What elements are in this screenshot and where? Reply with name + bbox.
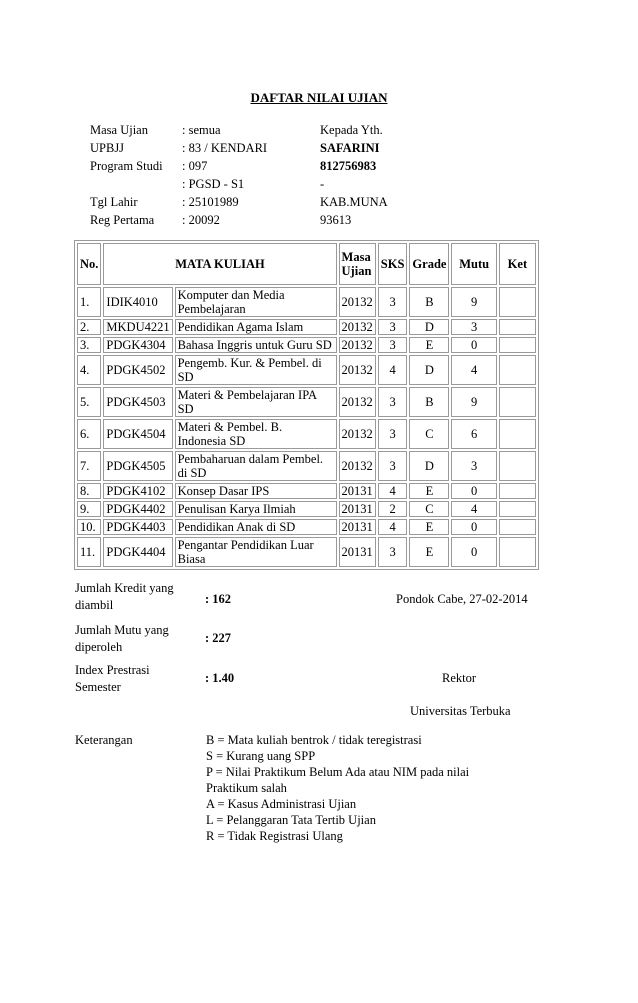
kredit-label: Jumlah Kredit yang diambil xyxy=(75,581,174,612)
info-value: : 83 / KENDARI xyxy=(182,141,268,155)
row-no: 9. xyxy=(77,501,101,517)
course-name: Konsep Dasar IPS xyxy=(175,483,337,499)
note-line: L = Pelanggaran Tata Tertib Ujian xyxy=(206,813,376,827)
course-name: Materi & Pembel. B. Indonesia SD xyxy=(175,419,337,449)
ips-value: : 1.40 xyxy=(205,671,235,685)
course-code: IDIK4010 xyxy=(103,287,172,317)
course-name: Pendidikan Anak di SD xyxy=(175,519,337,535)
row-no: 10. xyxy=(77,519,101,535)
table-row xyxy=(77,337,536,353)
row-no: 7. xyxy=(77,451,101,481)
course-code: PDGK4504 xyxy=(103,419,172,449)
recipient-line: - xyxy=(320,177,325,191)
mutu-value: 0 xyxy=(451,483,496,499)
mutu-value: 9 xyxy=(451,287,496,317)
info-label: UPBJJ xyxy=(90,141,125,155)
grade-value: E xyxy=(409,483,449,499)
info-label: Reg Pertama xyxy=(90,213,155,227)
table-row xyxy=(77,355,536,385)
student-name: SAFARINI xyxy=(320,141,380,155)
table-row xyxy=(77,287,536,317)
sks-value: 4 xyxy=(378,519,408,535)
ket-value xyxy=(499,537,536,567)
exam-period: 20132 xyxy=(339,419,376,449)
mutu-value: 0 xyxy=(451,519,496,535)
info-label: Program Studi xyxy=(90,159,163,173)
col-mutu: Mutu xyxy=(451,243,496,285)
ket-value xyxy=(499,419,536,449)
kredit-value: : 162 xyxy=(205,592,232,606)
mutu-value: 3 xyxy=(451,319,496,335)
row-no: 3. xyxy=(77,337,101,353)
signature-institution: Universitas Terbuka xyxy=(410,704,511,718)
note-line: S = Kurang uang SPP xyxy=(206,749,316,763)
table-row xyxy=(77,387,536,417)
exam-period: 20132 xyxy=(339,387,376,417)
mutu-value: 3 xyxy=(451,451,496,481)
note-line: R = Tidak Registrasi Ulang xyxy=(206,829,343,843)
col-masa-ujian: Masa Ujian xyxy=(339,243,376,285)
page-title: DAFTAR NILAI UJIAN xyxy=(250,90,388,105)
sks-value: 3 xyxy=(378,319,408,335)
row-no: 5. xyxy=(77,387,101,417)
info-label: Tgl Lahir xyxy=(90,195,138,209)
course-name: Penulisan Karya Ilmiah xyxy=(175,501,337,517)
exam-period: 20132 xyxy=(339,287,376,317)
col-ket: Ket xyxy=(499,243,536,285)
ket-value xyxy=(499,319,536,335)
info-value: : PGSD - S1 xyxy=(182,177,245,191)
mutu-value: 6 xyxy=(451,419,496,449)
ket-value xyxy=(499,519,536,535)
grades-table xyxy=(74,240,539,570)
grade-value: B xyxy=(409,287,449,317)
info-value: : 097 xyxy=(182,159,208,173)
sks-value: 4 xyxy=(378,483,408,499)
col-mata-kuliah: MATA KULIAH xyxy=(103,243,336,285)
place-date: Pondok Cabe, 27-02-2014 xyxy=(396,592,528,606)
course-code: PDGK4402 xyxy=(103,501,172,517)
notes-label: Keterangan xyxy=(75,733,133,747)
note-line: A = Kasus Administrasi Ujian xyxy=(206,797,357,811)
sks-value: 4 xyxy=(378,355,408,385)
mutu-value: 9 xyxy=(451,387,496,417)
student-nim: 812756983 xyxy=(320,159,377,173)
note-line: B = Mata kuliah bentrok / tidak teregistrasi xyxy=(206,733,422,747)
ket-value xyxy=(499,501,536,517)
table-row xyxy=(77,419,536,449)
notes-list xyxy=(206,732,469,844)
ket-value xyxy=(499,355,536,385)
grade-value: E xyxy=(409,519,449,535)
recipient-line: Kepada Yth. xyxy=(320,123,383,137)
row-no: 6. xyxy=(77,419,101,449)
table-header-row xyxy=(77,243,536,285)
course-code: PDGK4403 xyxy=(103,519,172,535)
ips-label: Index Prestrasi Semester xyxy=(75,663,150,694)
exam-period: 20132 xyxy=(339,451,376,481)
ket-value xyxy=(499,451,536,481)
course-name: Komputer dan Media Pembelajaran xyxy=(175,287,337,317)
exam-period: 20131 xyxy=(339,501,376,517)
exam-period: 20131 xyxy=(339,537,376,567)
course-code: MKDU4221 xyxy=(103,319,172,335)
signature-role: Rektor xyxy=(442,671,477,685)
table-row xyxy=(77,519,536,535)
col-sks: SKS xyxy=(378,243,408,285)
col-no: No. xyxy=(77,243,101,285)
grade-value: B xyxy=(409,387,449,417)
grade-value: E xyxy=(409,337,449,353)
recipient-line: 93613 xyxy=(320,213,352,227)
sks-value: 2 xyxy=(378,501,408,517)
row-no: 2. xyxy=(77,319,101,335)
table-row xyxy=(77,451,536,481)
sks-value: 3 xyxy=(378,451,408,481)
info-value: : semua xyxy=(182,123,221,137)
course-name: Pengemb. Kur. & Pembel. di SD xyxy=(175,355,337,385)
row-no: 11. xyxy=(77,537,101,567)
course-name: Pengantar Pendidikan Luar Biasa xyxy=(175,537,337,567)
exam-period: 20132 xyxy=(339,319,376,335)
grade-value: D xyxy=(409,319,449,335)
sks-value: 3 xyxy=(378,387,408,417)
row-no: 1. xyxy=(77,287,101,317)
table-row xyxy=(77,319,536,335)
grade-value: D xyxy=(409,355,449,385)
ket-value xyxy=(499,387,536,417)
mutu-value: 4 xyxy=(451,501,496,517)
course-name: Pembaharuan dalam Pembel. di SD xyxy=(175,451,337,481)
exam-period: 20131 xyxy=(339,519,376,535)
col-grade: Grade xyxy=(409,243,449,285)
exam-period: 20131 xyxy=(339,483,376,499)
ket-value xyxy=(499,287,536,317)
grade-value: C xyxy=(409,419,449,449)
table-row xyxy=(77,483,536,499)
row-no: 4. xyxy=(77,355,101,385)
info-label: Masa Ujian xyxy=(90,123,148,137)
course-code: PDGK4502 xyxy=(103,355,172,385)
sks-value: 3 xyxy=(378,337,408,353)
course-code: PDGK4404 xyxy=(103,537,172,567)
course-code: PDGK4503 xyxy=(103,387,172,417)
ket-value xyxy=(499,483,536,499)
mutu-value: 0 xyxy=(451,537,496,567)
mutu-value: 0 xyxy=(451,337,496,353)
sks-value: 3 xyxy=(378,537,408,567)
table-row xyxy=(77,501,536,517)
course-name: Pendidikan Agama Islam xyxy=(175,319,337,335)
grade-value: D xyxy=(409,451,449,481)
table-row xyxy=(77,537,536,567)
exam-period: 20132 xyxy=(339,355,376,385)
sks-value: 3 xyxy=(378,419,408,449)
mutu-value: 4 xyxy=(451,355,496,385)
mutu-total-value: : 227 xyxy=(205,631,232,645)
ket-value xyxy=(499,337,536,353)
recipient-line: KAB.MUNA xyxy=(320,195,388,209)
course-name: Materi & Pembelajaran IPA SD xyxy=(175,387,337,417)
course-code: PDGK4102 xyxy=(103,483,172,499)
grade-value: E xyxy=(409,537,449,567)
note-line: P = Nilai Praktikum Belum Ada atau NIM pada nilai xyxy=(206,765,470,779)
grade-value: C xyxy=(409,501,449,517)
course-name: Bahasa Inggris untuk Guru SD xyxy=(175,337,337,353)
row-no: 8. xyxy=(77,483,101,499)
exam-period: 20132 xyxy=(339,337,376,353)
info-value: : 25101989 xyxy=(182,195,239,209)
course-code: PDGK4505 xyxy=(103,451,172,481)
info-value: : 20092 xyxy=(182,213,220,227)
note-line: Praktikum salah xyxy=(206,781,287,795)
mutu-label: Jumlah Mutu yang diperoleh xyxy=(75,623,169,654)
sks-value: 3 xyxy=(378,287,408,317)
course-code: PDGK4304 xyxy=(103,337,172,353)
